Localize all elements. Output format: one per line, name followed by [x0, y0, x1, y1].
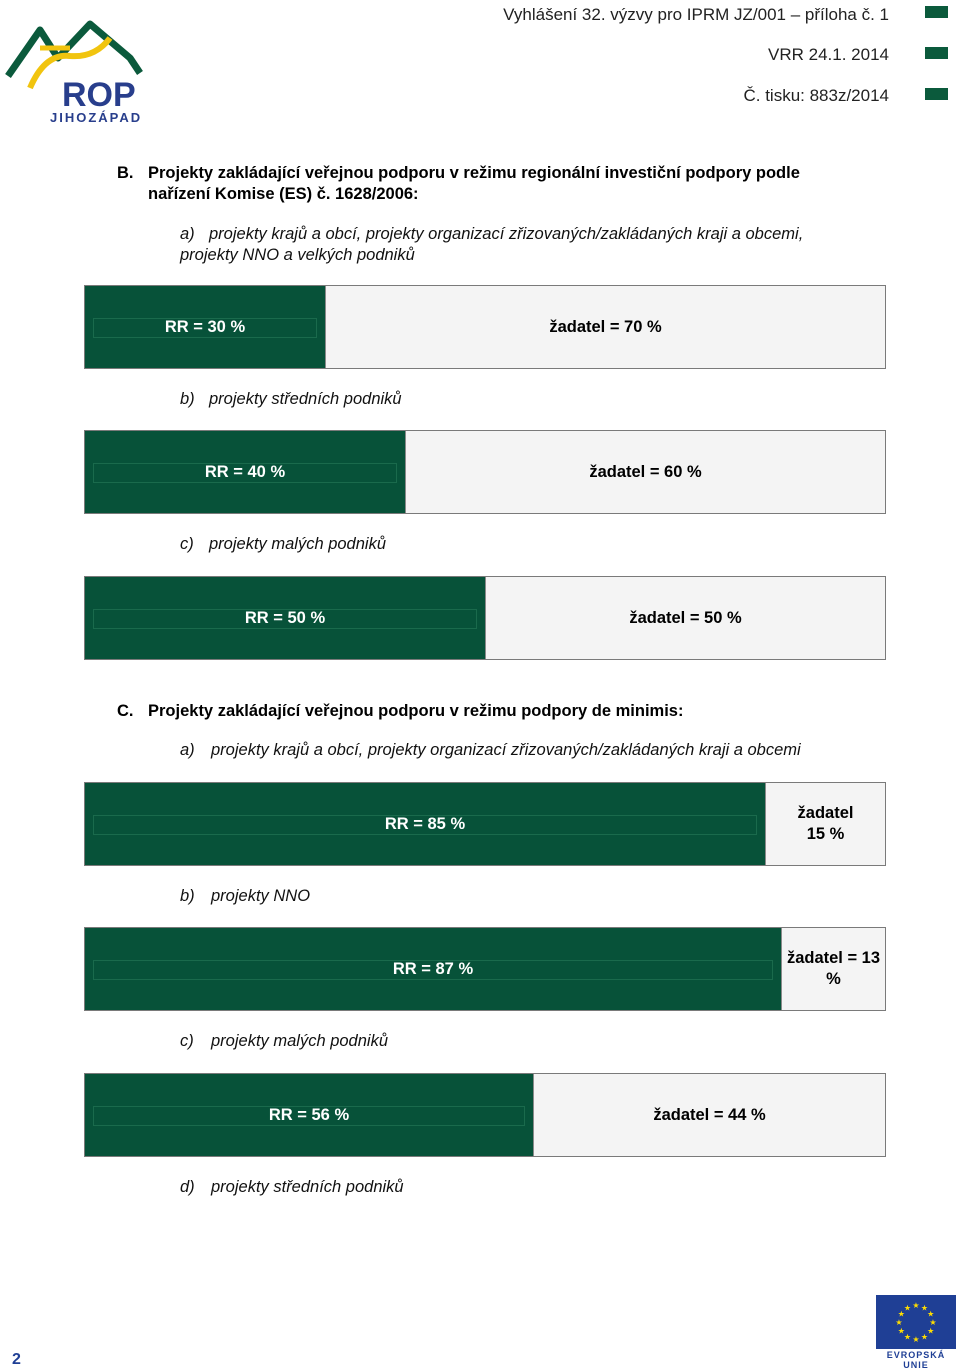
svg-text:JIHOZÁPAD: JIHOZÁPAD [50, 110, 143, 124]
share-bar [84, 1073, 886, 1157]
zadatel-share-segment: žadatel 15 % [765, 783, 885, 865]
eu-logo [873, 1295, 959, 1370]
rr-share-segment: RR = 85 % [85, 783, 765, 865]
rr-share-segment: RR = 50 % [85, 577, 485, 659]
section-c-item-d: d) projekty středních podniků [180, 1178, 404, 1196]
header-green-mark [925, 6, 948, 18]
rr-share-segment: RR = 87 % [85, 928, 781, 1010]
share-bar [84, 430, 886, 514]
header-print-number: Č. tisku: 883z/2014 [743, 86, 889, 105]
eu-star-icon: ★ [929, 1318, 937, 1327]
eu-star-icon: ★ [912, 1301, 920, 1310]
rr-share-segment: RR = 40 % [85, 431, 405, 513]
eu-star-icon: ★ [920, 1303, 929, 1313]
eu-star-icon: ★ [897, 1309, 905, 1319]
section-c-heading: C. Projekty zakládající veřejnou podporu v režimu podpory de minimis: [117, 702, 684, 720]
eu-star-icon: ★ [927, 1309, 935, 1319]
eu-star-icon: ★ [903, 1332, 912, 1342]
zadatel-share-segment: žadatel = 13 % [781, 928, 885, 1010]
svg-text:ROP: ROP [62, 76, 136, 114]
eu-label: EVROPSKÁ UNIE [886, 1350, 946, 1370]
zadatel-share-segment: žadatel = 50 % [485, 577, 885, 659]
section-c-item-b: b) projekty NNO [180, 887, 311, 905]
header-green-mark [925, 88, 948, 100]
rop-jihozapad-logo [0, 18, 160, 124]
section-b-heading: B. Projekty zakládající veřejnou podporu v režimu regionální investiční podpory podle nařízení Komise (ES) č. 1628/2006: [117, 164, 800, 203]
share-bar [84, 927, 886, 1011]
zadatel-share-segment: žadatel = 60 % [405, 431, 885, 513]
section-b-item-a: a) projekty krajů a obcí, projekty organizací zřizovaných/zakládaných kraji a obcemi, projekty NNO a velkých podniků [180, 225, 804, 264]
section-c-item-c: c) projekty malých podniků [180, 1032, 389, 1050]
section-b-item-b: b) projekty středních podniků [180, 390, 402, 408]
zadatel-share-segment: žadatel = 70 % [325, 286, 885, 368]
header-meeting: VRR 24.1. 2014 [768, 45, 889, 64]
rr-share-segment: RR = 56 % [85, 1074, 533, 1156]
section-c-item-a: a) projekty krajů a obcí, projekty organizací zřizovaných/zakládaných kraji a obcemi [180, 741, 801, 759]
eu-star-icon: ★ [903, 1303, 912, 1313]
eu-star-icon: ★ [920, 1332, 929, 1342]
eu-flag-icon [876, 1295, 956, 1349]
page-number: 2 [12, 1351, 21, 1368]
eu-star-icon: ★ [895, 1318, 903, 1327]
header-green-mark [925, 47, 948, 59]
rr-share-segment: RR = 30 % [85, 286, 325, 368]
header-title: Vyhlášení 32. výzvy pro IPRM JZ/001 – příloha č. 1 [503, 5, 889, 24]
section-b-item-c: c) projekty malých podniků [180, 535, 387, 553]
share-bar [84, 285, 886, 369]
share-bar [84, 782, 886, 866]
share-bar [84, 576, 886, 660]
eu-star-icon: ★ [927, 1326, 935, 1336]
zadatel-share-segment: žadatel = 44 % [533, 1074, 885, 1156]
eu-star-icon: ★ [912, 1335, 920, 1344]
eu-star-icon: ★ [897, 1326, 905, 1336]
